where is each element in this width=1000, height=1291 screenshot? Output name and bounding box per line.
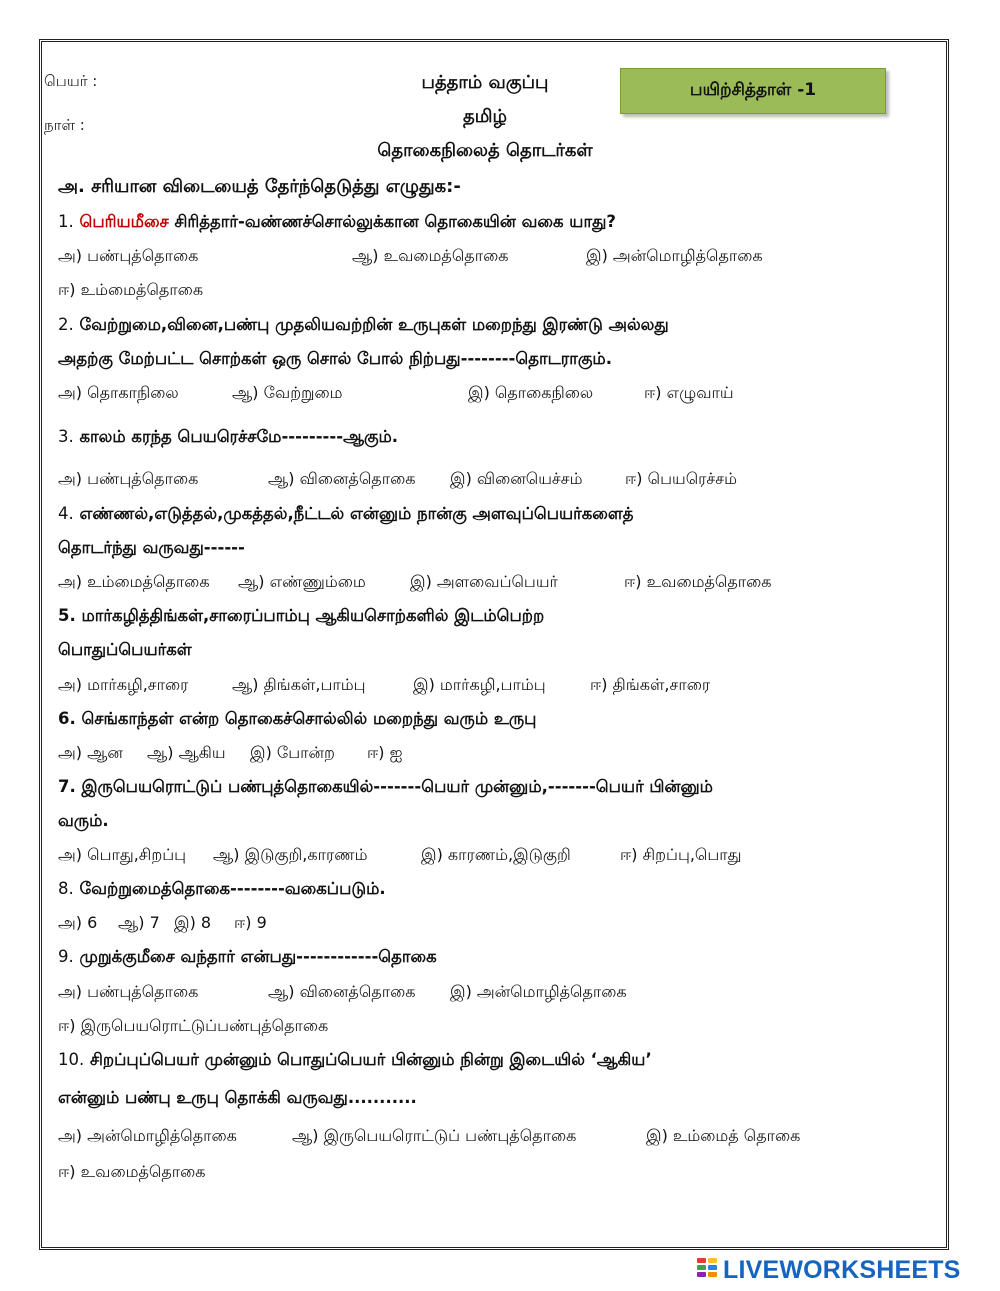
question-text: வேற்றுமை,வினை,பண்பு முதலியவற்றின் உருபுகள் மறைந்து இரண்டு அல்லது [79, 315, 669, 334]
question-10-line2: என்னும் பண்பு உருபு தொக்கி வருவது........... [58, 1088, 417, 1107]
option-c[interactable]: இ) அன்மொழித்தொகை [450, 982, 627, 1001]
class-title: பத்தாம் வகுப்பு [421, 72, 549, 93]
option-a[interactable]: அ) தொகாநிலை [58, 383, 179, 402]
option-a[interactable]: அ) பண்புத்தொகை [58, 246, 199, 265]
subject-title: தமிழ் [463, 106, 507, 127]
question-text: முறுக்குமீசை வந்தார் என்பது------------தொகை [79, 947, 437, 966]
question-text: எண்ணல்,எடுத்தல்,முகத்தல்,நீட்டல் என்னும் நான்கு அளவுப்பெயர்களைத் [79, 504, 634, 523]
question-10 [58, 1050, 652, 1072]
option-d[interactable]: ஈ) சிறப்பு,பொது [620, 845, 742, 864]
question-7-line2: வரும். [58, 811, 109, 830]
option-b[interactable]: ஆ) ஆகிய [147, 743, 226, 762]
option-d[interactable]: ஈ) இருபெயரொட்டுப்பண்புத்தொகை [58, 1016, 329, 1035]
question-number: 10. [58, 1050, 85, 1069]
option-d[interactable]: ஈ) உவமைத்தொகை [58, 1162, 206, 1181]
option-d[interactable]: ஈ) 9 [234, 913, 267, 932]
option-b[interactable]: ஆ) வேற்றுமை [232, 383, 343, 402]
option-b[interactable]: ஆ) எண்ணும்மை [238, 572, 366, 591]
option-a[interactable]: அ) ஆன [58, 743, 123, 762]
question-number: 9. [58, 947, 74, 966]
option-c[interactable]: இ) வினையெச்சம் [450, 469, 583, 488]
option-b[interactable]: ஆ) வினைத்தொகை [268, 982, 416, 1001]
question-number: 3. [58, 427, 74, 446]
option-b[interactable]: ஆ) இடுகுறி,காரணம் [213, 845, 368, 864]
question-text: செங்காந்தள் என்ற தொகைச்சொல்லில் மறைந்து வரும் உருபு [81, 709, 537, 728]
option-a[interactable]: அ) அன்மொழித்தொகை [58, 1126, 237, 1145]
question-2-line2: அதற்கு மேற்பட்ட சொற்கள் ஒரு சொல் போல் நிற்பது--------தொடராகும். [58, 349, 612, 368]
option-c[interactable]: இ) போன்ற [250, 743, 335, 762]
option-d[interactable]: ஈ) ஐ [367, 743, 403, 762]
topic-title: தொகைநிலைத் தொடர்கள் [377, 140, 593, 161]
question-9 [58, 947, 437, 969]
option-d[interactable]: ஈ) உம்மைத்தொகை [58, 280, 204, 299]
option-c[interactable]: இ) மார்கழி,பாம்பு [413, 675, 546, 694]
question-5 [58, 606, 544, 628]
question-number: 1. [58, 212, 74, 231]
question-4 [58, 504, 634, 526]
option-c[interactable]: இ) அன்மொழித்தொகை [586, 246, 763, 265]
option-c[interactable]: இ) அளவைப்பெயர் [410, 572, 558, 591]
option-c[interactable]: இ) உம்மைத் தொகை [646, 1126, 801, 1145]
option-b[interactable]: ஆ) உவமைத்தொகை [352, 246, 509, 265]
question-text: சிரித்தார்-வண்ணச்சொல்லுக்கான தொகையின் வகை யாது? [168, 212, 616, 231]
question-number: 8. [58, 879, 74, 898]
question-number: 2. [58, 315, 74, 334]
option-a[interactable]: அ) மார்கழி,சாரை [58, 675, 189, 694]
option-a[interactable]: அ) பொது,சிறப்பு [58, 845, 187, 864]
option-c[interactable]: இ) காரணம்,இடுகுறி [421, 845, 571, 864]
logo-text: LIVEWORKSHEETS [723, 1255, 961, 1284]
question-8 [58, 879, 386, 901]
option-a[interactable]: அ) 6 [58, 913, 98, 932]
date-label: நாள் : [44, 116, 85, 134]
question-text: வேற்றுமைத்தொகை--------வகைப்படும். [79, 879, 386, 898]
option-d[interactable]: ஈ) எழுவாய் [644, 383, 734, 402]
option-c[interactable]: இ) 8 [174, 913, 212, 932]
highlighted-word: பெரியமீசை [79, 212, 169, 231]
name-label: பெயர் : [44, 72, 98, 90]
question-5-line2: பொதுப்பெயர்கள் [58, 640, 192, 659]
section-heading: அ. சரியான விடையைத் தேர்ந்தெடுத்து எழுதுக:- [58, 176, 461, 197]
question-number: 7. [58, 777, 76, 796]
liveworksheets-logo-icon [697, 1258, 719, 1282]
option-d[interactable]: ஈ) திங்கள்,சாரை [590, 675, 711, 694]
question-text: சிறப்புப்பெயர் முன்னும் பொதுப்பெயர் பின்னும் நின்று இடையில் ‘ஆகிய’ [90, 1050, 652, 1069]
option-b[interactable]: ஆ) திங்கள்,பாம்பு [232, 675, 366, 694]
question-number: 6. [58, 709, 76, 728]
worksheet-badge: பயிற்சித்தாள் -1 [620, 68, 886, 114]
question-4-line2: தொடர்ந்து வருவது------ [58, 538, 245, 557]
option-a[interactable]: அ) பண்புத்தொகை [58, 469, 199, 488]
question-text: மார்கழித்திங்கள்,சாரைப்பாம்பு ஆகியசொற்களில் இடம்பெற்ற [81, 606, 545, 625]
question-3 [58, 427, 398, 449]
question-6 [58, 709, 536, 731]
option-a[interactable]: அ) உம்மைத்தொகை [58, 572, 210, 591]
option-b[interactable]: ஆ) இருபெயரொட்டுப் பண்புத்தொகை [292, 1126, 577, 1145]
question-text: காலம் கரந்த பெயரெச்சமே---------ஆகும். [79, 427, 399, 446]
option-a[interactable]: அ) பண்புத்தொகை [58, 982, 199, 1001]
option-b[interactable]: ஆ) 7 [118, 913, 160, 932]
question-1 [58, 212, 616, 234]
option-d[interactable]: ஈ) உவமைத்தொகை [624, 572, 772, 591]
question-7 [58, 777, 713, 799]
question-number: 5. [58, 606, 76, 625]
option-d[interactable]: ஈ) பெயரெச்சம் [625, 469, 737, 488]
liveworksheets-logo[interactable] [697, 1257, 961, 1283]
option-c[interactable]: இ) தொகைநிலை [468, 383, 594, 402]
question-number: 4. [58, 504, 74, 523]
question-2 [58, 315, 669, 337]
option-b[interactable]: ஆ) வினைத்தொகை [268, 469, 416, 488]
question-text: இருபெயரொட்டுப் பண்புத்தொகையில்-------பெயர் முன்னும்,-------பெயர் பின்னும் [81, 777, 713, 796]
